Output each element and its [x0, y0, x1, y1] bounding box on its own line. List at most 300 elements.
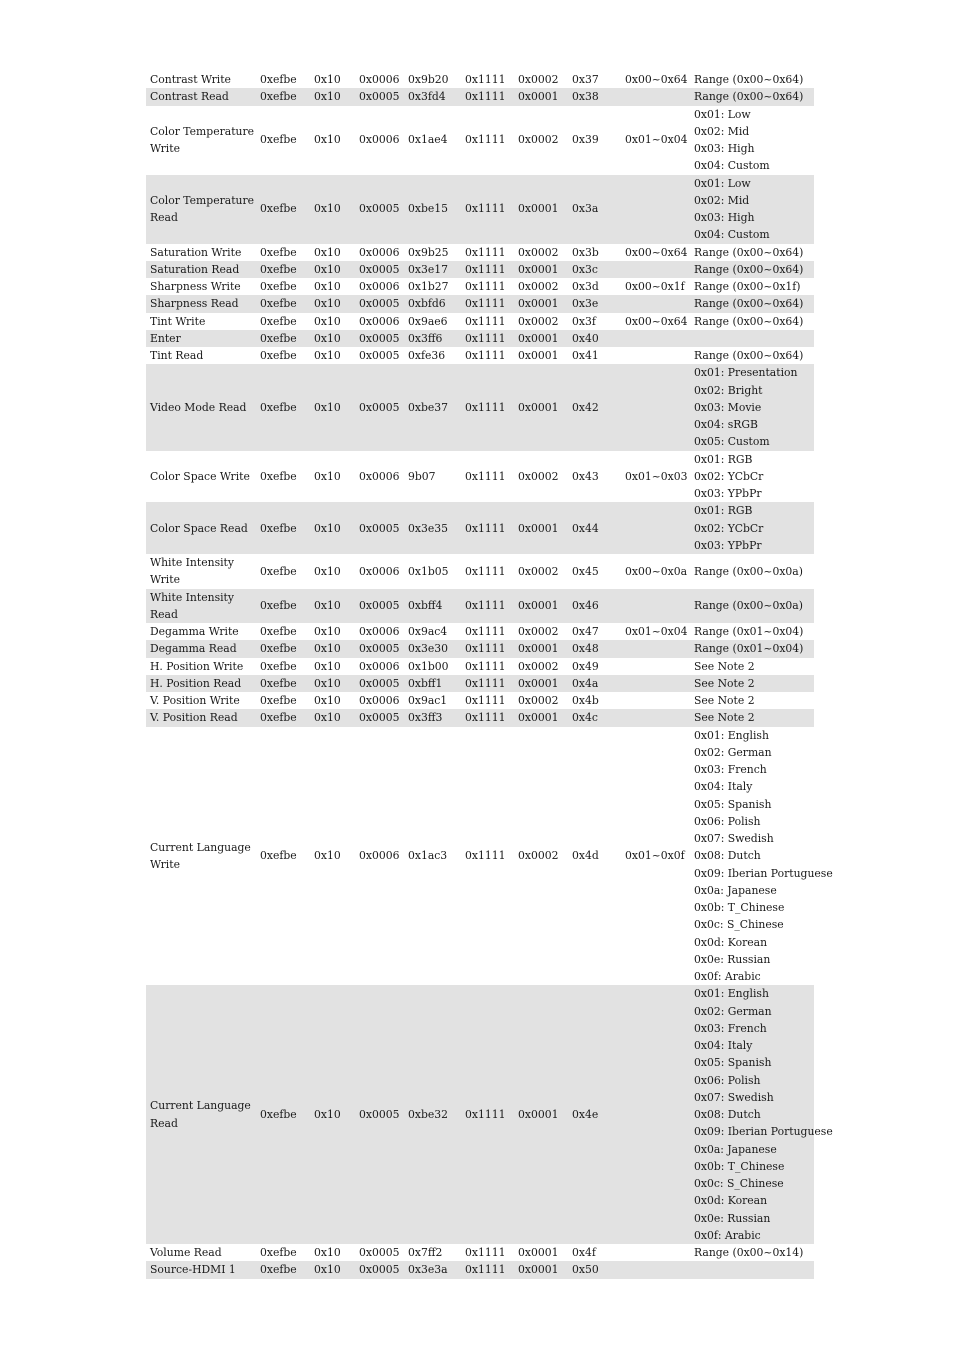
description-line: 0x04: Custom	[694, 159, 770, 173]
cell-crc: 0xbe32	[404, 985, 461, 1244]
cell-id: 0x10	[310, 451, 355, 503]
description-line: Range (0x00~0x64)	[694, 314, 804, 328]
cell-code: 0x3a	[568, 175, 621, 244]
cell-group: 0x1111	[461, 278, 514, 295]
cell-crc: 0x9ae6	[404, 313, 461, 330]
table-row	[146, 175, 814, 244]
cell-crc: 0xbe37	[404, 364, 461, 450]
command-name: Volume Read	[146, 1244, 256, 1261]
cell-header: 0xefbe	[256, 658, 310, 675]
cell-type: 0x0001	[514, 1244, 568, 1261]
cell-type: 0x0001	[514, 330, 568, 347]
cell-header: 0xefbe	[256, 295, 310, 312]
description-line: 0x05: Spanish	[694, 1056, 772, 1070]
cell-header: 0xefbe	[256, 502, 310, 554]
cell-crc: 0xbff1	[404, 675, 461, 692]
command-name: H. Position Read	[146, 675, 256, 692]
cell-crc: 0x3e17	[404, 261, 461, 278]
cell-description	[690, 175, 814, 244]
cell-code: 0x4b	[568, 692, 621, 709]
cell-type: 0x0002	[514, 727, 568, 986]
cell-code: 0x45	[568, 554, 621, 589]
cell-header: 0xefbe	[256, 709, 310, 726]
description-line: 0x03: Movie	[694, 400, 762, 414]
cell-type: 0x0002	[514, 692, 568, 709]
description-line: 0x0b: T_Chinese	[694, 901, 785, 914]
description-line: Range (0x00~0x64)	[694, 349, 804, 362]
cell-description	[690, 692, 814, 709]
command-name: Saturation Write	[146, 244, 256, 261]
description-line: 0x02: Mid	[694, 124, 750, 138]
cell-header: 0xefbe	[256, 1261, 310, 1278]
cell-group: 0x1111	[461, 364, 514, 450]
cell-code: 0x3f	[568, 313, 621, 330]
cell-code: 0x49	[568, 658, 621, 675]
cell-header: 0xefbe	[256, 985, 310, 1244]
description-line: 0x01: Low	[694, 176, 751, 190]
table-row	[146, 589, 814, 624]
cell-description	[690, 623, 814, 640]
command-name: Enter	[146, 330, 256, 347]
cell-group: 0x1111	[461, 451, 514, 503]
cell-length: 0x0006	[355, 451, 404, 503]
cell-crc: 0x1ae4	[404, 106, 461, 175]
cell-value-range	[621, 330, 690, 347]
cell-code: 0x4c	[568, 709, 621, 726]
cell-type: 0x0002	[514, 623, 568, 640]
description-line: 0x07: Swedish	[694, 832, 774, 845]
cell-id: 0x10	[310, 554, 355, 589]
description-line: Range (0x00~0x64)	[694, 90, 804, 104]
cell-description	[690, 1261, 814, 1278]
cell-value-range	[621, 364, 690, 450]
cell-length: 0x0005	[355, 709, 404, 726]
cell-crc: 0x3ff3	[404, 709, 461, 726]
cell-type: 0x0001	[514, 589, 568, 624]
cell-length: 0x0006	[355, 554, 404, 589]
table-row	[146, 658, 814, 675]
cell-group: 0x1111	[461, 709, 514, 726]
cell-group: 0x1111	[461, 675, 514, 692]
cell-length: 0x0005	[355, 330, 404, 347]
cell-code: 0x50	[568, 1261, 621, 1278]
command-name: Color Temperature Write	[146, 106, 256, 175]
description-line: 0x04: Italy	[694, 780, 753, 794]
cell-description	[690, 295, 814, 312]
cell-value-range	[621, 175, 690, 244]
cell-value-range	[621, 675, 690, 692]
cell-group: 0x1111	[461, 640, 514, 657]
command-name: Saturation Read	[146, 261, 256, 278]
cell-value-range	[621, 1244, 690, 1261]
cell-crc: 0x3e30	[404, 640, 461, 657]
cell-header: 0xefbe	[256, 330, 310, 347]
cell-code: 0x4a	[568, 675, 621, 692]
cell-group: 0x1111	[461, 985, 514, 1244]
cell-crc: 0x1ac3	[404, 727, 461, 986]
cell-description	[690, 261, 814, 278]
command-name: Contrast Write	[146, 71, 256, 88]
description-line: 0x01: English	[694, 728, 769, 742]
cell-header: 0xefbe	[256, 175, 310, 244]
cell-crc: 0x9ac4	[404, 623, 461, 640]
cell-code: 0x43	[568, 451, 621, 503]
cell-type: 0x0001	[514, 295, 568, 312]
cell-id: 0x10	[310, 709, 355, 726]
cell-value-range	[621, 709, 690, 726]
cell-group: 0x1111	[461, 1244, 514, 1261]
command-name: Contrast Read	[146, 88, 256, 105]
description-line: 0x08: Dutch	[694, 849, 761, 863]
cell-description	[690, 589, 814, 624]
command-name: White Intensity Write	[146, 554, 256, 589]
description-line: 0x03: French	[694, 763, 767, 776]
cell-code: 0x38	[568, 88, 621, 105]
description-line: See Note 2	[694, 676, 755, 690]
cell-crc: 0x1b05	[404, 554, 461, 589]
cell-length: 0x0006	[355, 106, 404, 175]
description-line: 0x01: RGB	[694, 452, 753, 466]
cell-description	[690, 502, 814, 554]
cell-id: 0x10	[310, 1261, 355, 1278]
cell-length: 0x0006	[355, 313, 404, 330]
cell-crc: 0xbfd6	[404, 295, 461, 312]
cell-header: 0xefbe	[256, 1244, 310, 1261]
cell-id: 0x10	[310, 295, 355, 312]
description-line: 0x02: German	[694, 1004, 772, 1018]
description-line: 0x0d: Korean	[694, 935, 768, 949]
cell-type: 0x0002	[514, 106, 568, 175]
command-table-body	[146, 71, 833, 1279]
cell-value-range: 0x01~0x04	[621, 623, 690, 640]
cell-group: 0x1111	[461, 658, 514, 675]
cell-code: 0x4d	[568, 727, 621, 986]
cell-group: 0x1111	[461, 330, 514, 347]
cell-group: 0x1111	[461, 106, 514, 175]
cell-length: 0x0006	[355, 727, 404, 986]
cell-value-range: 0x00~0x64	[621, 244, 690, 261]
cell-code: 0x46	[568, 589, 621, 624]
cell-type: 0x0002	[514, 658, 568, 675]
cell-description	[690, 1244, 814, 1261]
command-name: White Intensity Read	[146, 589, 256, 624]
description-line: See Note 2	[694, 711, 755, 725]
cell-value-range: 0x01~0x04	[621, 106, 690, 175]
cell-group: 0x1111	[461, 88, 514, 105]
cell-length: 0x0005	[355, 640, 404, 657]
description-line: 0x05: Custom	[694, 435, 770, 449]
cell-type: 0x0001	[514, 709, 568, 726]
cell-header: 0xefbe	[256, 451, 310, 503]
cell-id: 0x10	[310, 175, 355, 244]
table-row	[146, 640, 814, 657]
description-line: 0x01: English	[694, 987, 769, 1001]
description-line: Range (0x00~0x64)	[694, 245, 804, 259]
description-line: 0x0f: Arabic	[694, 1228, 761, 1242]
description-line: 0x02: German	[694, 745, 772, 759]
cell-type: 0x0001	[514, 364, 568, 450]
cell-id: 0x10	[310, 244, 355, 261]
cell-value-range: 0x00~0x64	[621, 71, 690, 88]
cell-value-range	[621, 295, 690, 312]
cell-group: 0x1111	[461, 1261, 514, 1278]
command-name: Degamma Read	[146, 640, 256, 657]
description-line: 0x0e: Russian	[694, 952, 771, 966]
cell-group: 0x1111	[461, 589, 514, 624]
cell-code: 0x44	[568, 502, 621, 554]
description-line: 0x0c: S_Chinese	[694, 1177, 784, 1190]
cell-value-range: 0x00~0x0a	[621, 554, 690, 589]
cell-description	[690, 658, 814, 675]
table-row	[146, 1261, 814, 1278]
command-name: Color Space Write	[146, 451, 256, 503]
cell-code: 0x3c	[568, 261, 621, 278]
table-row	[146, 313, 814, 330]
table-row	[146, 347, 814, 364]
description-line: 0x0a: Japanese	[694, 1142, 777, 1156]
cell-crc: 0xbff4	[404, 589, 461, 624]
table-row	[146, 709, 814, 726]
cell-group: 0x1111	[461, 502, 514, 554]
cell-description	[690, 88, 814, 105]
table-row	[146, 502, 814, 554]
cell-type: 0x0002	[514, 554, 568, 589]
cell-length: 0x0005	[355, 1244, 404, 1261]
table-row	[146, 278, 814, 295]
description-line: 0x09: Iberian Portuguese	[694, 1125, 833, 1139]
cell-group: 0x1111	[461, 554, 514, 589]
description-line: 0x0e: Russian	[694, 1211, 771, 1225]
cell-crc: 0x7ff2	[404, 1244, 461, 1261]
cell-length: 0x0006	[355, 623, 404, 640]
cell-crc: 0x3e3a	[404, 1261, 461, 1278]
cell-type: 0x0002	[514, 313, 568, 330]
cell-value-range: 0x01~0x03	[621, 451, 690, 503]
cell-id: 0x10	[310, 985, 355, 1244]
cell-header: 0xefbe	[256, 364, 310, 450]
cell-type: 0x0001	[514, 261, 568, 278]
description-line: 0x01: Presentation	[694, 366, 798, 380]
command-name: Current Language Write	[146, 727, 256, 986]
command-table-container	[146, 71, 833, 1279]
cell-description	[690, 244, 814, 261]
command-name: Current Language Read	[146, 985, 256, 1244]
cell-value-range	[621, 502, 690, 554]
cell-crc: 0x1b00	[404, 658, 461, 675]
command-name: Sharpness Write	[146, 278, 256, 295]
cell-id: 0x10	[310, 1244, 355, 1261]
cell-id: 0x10	[310, 278, 355, 295]
description-line: Range (0x00~0x64)	[694, 262, 804, 276]
cell-header: 0xefbe	[256, 88, 310, 105]
description-line: Range (0x00~0x64)	[694, 73, 804, 86]
command-name: Degamma Write	[146, 623, 256, 640]
command-name: Tint Write	[146, 313, 256, 330]
cell-length: 0x0005	[355, 88, 404, 105]
table-row	[146, 295, 814, 312]
cell-value-range: 0x01~0x0f	[621, 727, 690, 986]
cell-header: 0xefbe	[256, 692, 310, 709]
cell-type: 0x0002	[514, 244, 568, 261]
cell-description	[690, 709, 814, 726]
cell-description	[690, 640, 814, 657]
table-row	[146, 985, 814, 1244]
table-row	[146, 71, 814, 88]
cell-crc: 0x3ff6	[404, 330, 461, 347]
cell-id: 0x10	[310, 261, 355, 278]
description-line: 0x03: French	[694, 1021, 767, 1035]
description-line: 0x04: Italy	[694, 1039, 753, 1052]
cell-crc: 9b07	[404, 451, 461, 503]
cell-code: 0x3e	[568, 295, 621, 312]
cell-header: 0xefbe	[256, 261, 310, 278]
cell-group: 0x1111	[461, 727, 514, 986]
cell-group: 0x1111	[461, 261, 514, 278]
cell-description	[690, 278, 814, 295]
cell-header: 0xefbe	[256, 71, 310, 88]
cell-type: 0x0002	[514, 71, 568, 88]
description-line: 0x01: RGB	[694, 504, 753, 518]
table-row	[146, 244, 814, 261]
cell-id: 0x10	[310, 71, 355, 88]
description-line: 0x06: Polish	[694, 1073, 761, 1087]
description-line: Range (0x01~0x04)	[694, 642, 804, 656]
cell-code: 0x41	[568, 347, 621, 364]
cell-value-range	[621, 589, 690, 624]
cell-value-range	[621, 985, 690, 1244]
cell-value-range	[621, 347, 690, 364]
command-name: Tint Read	[146, 347, 256, 364]
cell-type: 0x0001	[514, 985, 568, 1244]
cell-group: 0x1111	[461, 623, 514, 640]
cell-length: 0x0006	[355, 278, 404, 295]
description-line: 0x0f: Arabic	[694, 970, 761, 983]
cell-group: 0x1111	[461, 71, 514, 88]
cell-code: 0x37	[568, 71, 621, 88]
cell-description	[690, 727, 833, 986]
description-line: 0x0d: Korean	[694, 1194, 768, 1208]
table-row	[146, 1244, 814, 1261]
description-line: Range (0x00~0x0a)	[694, 599, 803, 613]
cell-code: 0x3d	[568, 278, 621, 295]
cell-length: 0x0005	[355, 295, 404, 312]
cell-length: 0x0005	[355, 175, 404, 244]
cell-length: 0x0005	[355, 589, 404, 624]
cell-code: 0x42	[568, 364, 621, 450]
cell-length: 0x0005	[355, 985, 404, 1244]
cell-header: 0xefbe	[256, 727, 310, 986]
cell-code: 0x39	[568, 106, 621, 175]
cell-crc: 0xfe36	[404, 347, 461, 364]
cell-group: 0x1111	[461, 313, 514, 330]
description-line: Range (0x01~0x04)	[694, 625, 804, 638]
description-line: 0x07: Swedish	[694, 1090, 774, 1104]
cell-group: 0x1111	[461, 295, 514, 312]
description-line: 0x0b: T_Chinese	[694, 1159, 785, 1173]
cell-code: 0x47	[568, 623, 621, 640]
description-line: 0x09: Iberian Portuguese	[694, 866, 833, 880]
table-row	[146, 364, 814, 450]
command-name: H. Position Write	[146, 658, 256, 675]
cell-group: 0x1111	[461, 347, 514, 364]
description-line: 0x08: Dutch	[694, 1108, 761, 1121]
cell-id: 0x10	[310, 640, 355, 657]
cell-length: 0x0005	[355, 364, 404, 450]
cell-id: 0x10	[310, 623, 355, 640]
cell-crc: 0x3fd4	[404, 88, 461, 105]
table-row	[146, 727, 814, 986]
cell-id: 0x10	[310, 727, 355, 986]
cell-type: 0x0002	[514, 278, 568, 295]
cell-header: 0xefbe	[256, 623, 310, 640]
cell-description	[690, 364, 814, 450]
description-line	[694, 1261, 814, 1278]
cell-description	[690, 985, 833, 1244]
cell-type: 0x0001	[514, 502, 568, 554]
cell-description	[690, 554, 814, 589]
cell-id: 0x10	[310, 589, 355, 624]
cell-id: 0x10	[310, 330, 355, 347]
cell-length: 0x0006	[355, 658, 404, 675]
description-line: See Note 2	[694, 694, 755, 707]
cell-header: 0xefbe	[256, 347, 310, 364]
cell-crc: 0x3e35	[404, 502, 461, 554]
cell-header: 0xefbe	[256, 313, 310, 330]
description-line: 0x02: Mid	[694, 193, 750, 207]
command-name: Source-HDMI 1	[146, 1261, 256, 1278]
cell-length: 0x0005	[355, 502, 404, 554]
cell-group: 0x1111	[461, 692, 514, 709]
cell-id: 0x10	[310, 88, 355, 105]
cell-code: 0x48	[568, 640, 621, 657]
cell-description	[690, 347, 814, 364]
cell-length: 0x0005	[355, 1261, 404, 1278]
cell-description	[690, 330, 814, 347]
cell-crc: 0x9b20	[404, 71, 461, 88]
cell-description	[690, 675, 814, 692]
cell-description	[690, 106, 814, 175]
cell-header: 0xefbe	[256, 106, 310, 175]
table-row	[146, 554, 814, 589]
cell-id: 0x10	[310, 106, 355, 175]
description-line: Range (0x00~0x14)	[694, 1246, 804, 1259]
description-line: Range (0x00~0x1f)	[694, 280, 801, 293]
cell-crc: 0xbe15	[404, 175, 461, 244]
cell-crc: 0x9b25	[404, 244, 461, 261]
command-name: Color Temperature Read	[146, 175, 256, 244]
cell-header: 0xefbe	[256, 244, 310, 261]
cell-code: 0x40	[568, 330, 621, 347]
cell-header: 0xefbe	[256, 278, 310, 295]
cell-id: 0x10	[310, 692, 355, 709]
cell-value-range	[621, 692, 690, 709]
description-line: 0x05: Spanish	[694, 797, 772, 811]
cell-code: 0x4f	[568, 1244, 621, 1261]
cell-value-range: 0x00~0x1f	[621, 278, 690, 295]
description-line: See Note 2	[694, 659, 755, 673]
table-row	[146, 88, 814, 105]
description-line: 0x03: YPbPr	[694, 487, 762, 500]
cell-value-range	[621, 88, 690, 105]
cell-length: 0x0005	[355, 347, 404, 364]
cell-crc: 0x9ac1	[404, 692, 461, 709]
cell-value-range	[621, 640, 690, 657]
description-line: 0x01: Low	[694, 107, 751, 121]
cell-id: 0x10	[310, 675, 355, 692]
table-row	[146, 451, 814, 503]
cell-length: 0x0005	[355, 675, 404, 692]
cell-id: 0x10	[310, 347, 355, 364]
